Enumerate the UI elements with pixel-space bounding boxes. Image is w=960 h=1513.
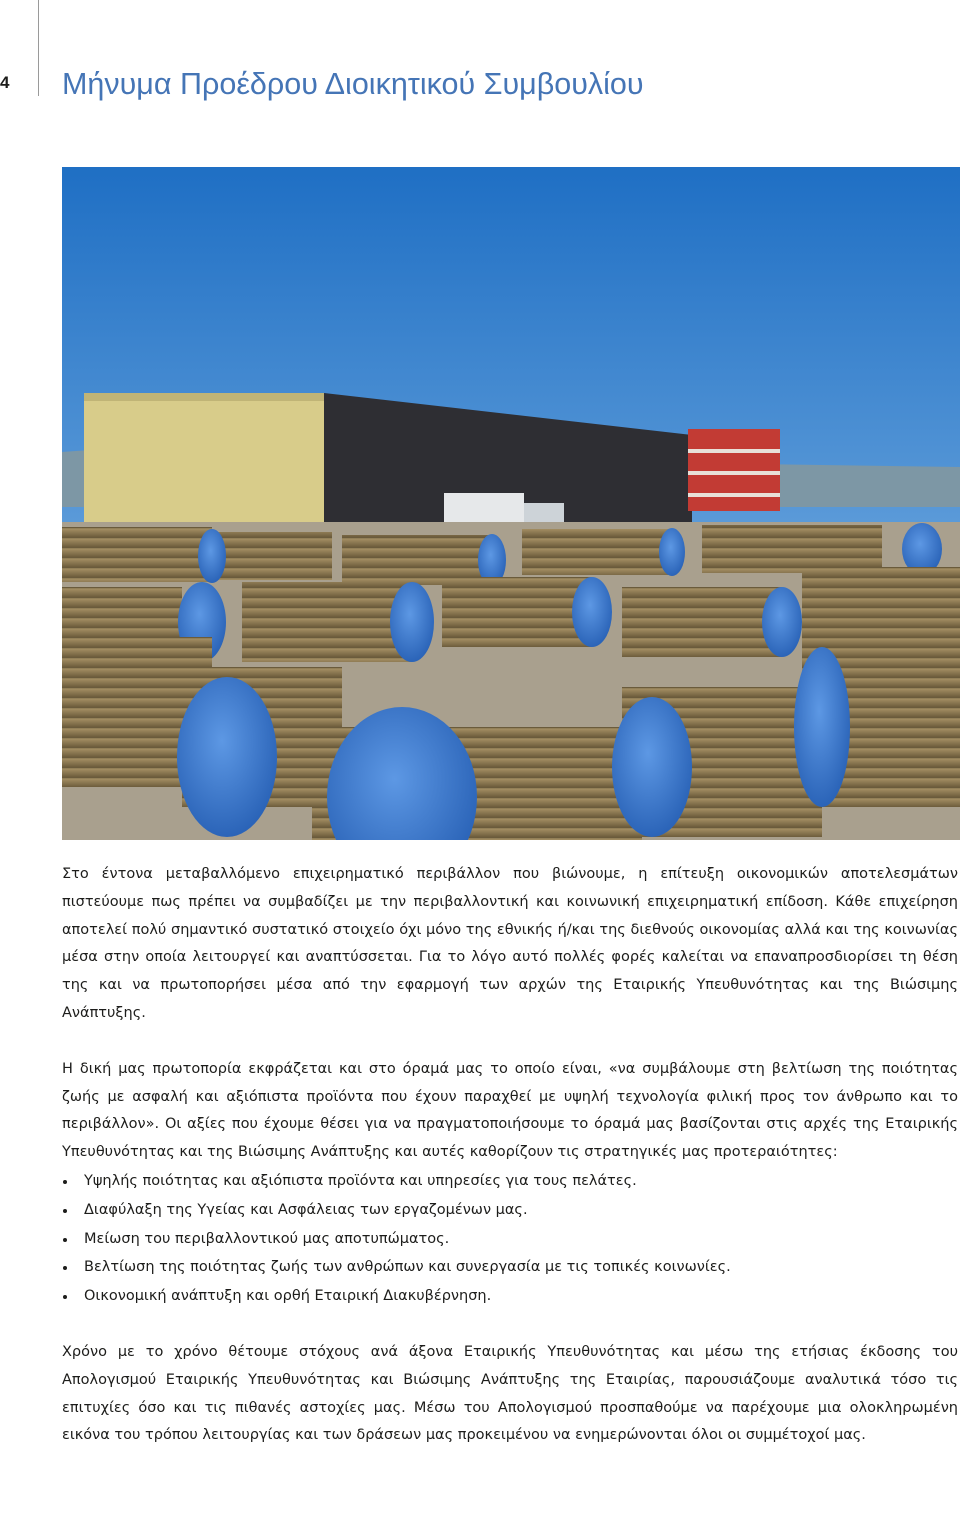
vision-paragraph: Η δική μας πρωτοπορία εκφράζεται και στο όραμά μας το οποίο είναι, «να συμβάλουμε στη βελτίωση της ποιότητας ζωής με ασφαλή και αξιόπιστα προϊόντα που έχουν παραχθεί με υψηλή τεχνολογία φιλική προς τον άνθρωπο και το περιβάλλον». Οι αξίες που έχουμε θέσει για να πραγματοποιήσουμε το όραμά μας βασίζονται στις αρχές της Εταιρικής Υπευθυνότητας και της Βιώσιμης Ανάπτυξης και αυτές καθορίζουν τις στρατηγικές μας προτεραιότητες: — [62, 1060, 958, 1161]
list-item: Μείωση του περιβαλλοντικού μας αποτυπώματος. — [62, 1225, 958, 1254]
list-item: Διαφύλαξη της Υγείας και Ασφάλειας των εργαζομένων μας. — [62, 1196, 958, 1225]
list-item: Βελτίωση της ποιότητας ζωής των ανθρώπων και συνεργασία με τις τοπικές κοινωνίες. — [62, 1253, 958, 1282]
list-item: Υψηλής ποιότητας και αξιόπιστα προϊόντα και υπηρεσίες για τους πελάτες. — [62, 1167, 958, 1196]
intro-paragraph: Στο έντονα μεταβαλλόμενο επιχειρηματικό περιβάλλον που βιώνουμε, η επίτευξη οικονομικών αποτελεσμάτων πιστεύουμε πως πρέπει να συμβαδίζει με την περιβαλλοντική και κοινωνική επιχειρηματική επίδοση. Κάθε επιχείρηση αποτελεί πολύ σημαντικό συστατικό στοιχείο όχι μόνο της εθνικής ή/και της διεθνούς οικονομίας αλλά και της κοινωνίας μέσα στην οποία λειτουργεί και αναπτύσσεται. Για το λόγο αυτό πολλές φορές καλείται να επαναπροσδιορίσει τη θέση της και να πρωτοπορήσει μέσα από την εφαρμογή των αρχών της Εταιρικής Υπευθυνότητας και της Βιώσιμης Ανάπτυξης. — [62, 866, 958, 1021]
page-title: Μήνυμα Προέδρου Διοικητικού Συμβουλίου — [62, 67, 644, 101]
body-text — [62, 861, 958, 1450]
header-divider — [38, 0, 39, 96]
priorities-list — [62, 1167, 958, 1311]
goals-paragraph: Χρόνο με το χρόνο θέτουμε στόχους ανά άξονα Εταιρικής Υπευθυνότητας και μέσω της ετήσιας έκδοσης του Απολογισμού Εταιρικής Υπευθυνότητας και Βιώσιμης Ανάπτυξης της Εταιρίας, παρουσιάζουμε αναλυτικά τόσο τις επιτυχίες όσο και τις πιθανές αστοχίες μας. Μέσω του Απολογισμού προσπαθούμε να παρέχουμε μια ολοκληρωμένη εικόνα του τρόπου λειτουργίας και των δράσεων μας προκειμένου να ενημερώνονται όλοι οι συμμέτοχοί μας. — [62, 1343, 958, 1444]
page-number: 4 — [0, 73, 10, 92]
cable-drums-photo — [62, 167, 960, 840]
list-item: Οικονομική ανάπτυξη και ορθή Εταιρική Διακυβέρνηση. — [62, 1282, 958, 1311]
